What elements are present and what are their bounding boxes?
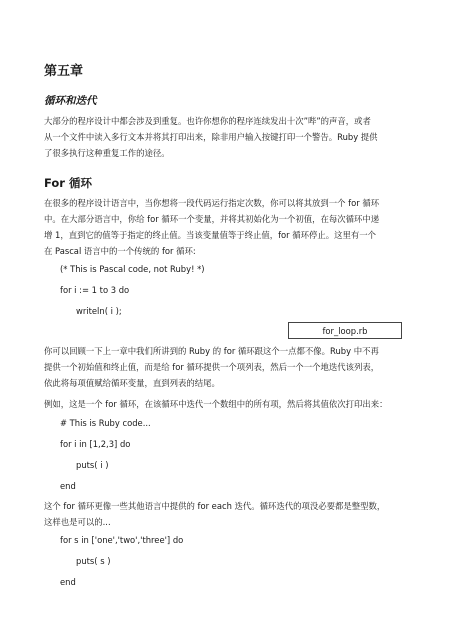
pascal-code-line: for i := 1 to 3 do — [60, 285, 130, 295]
ruby-for-line: 提供一个初始值和终止值，而是给 for 循环提供一个项列表，然后一个一个地迭代该列表， — [44, 362, 380, 372]
intro-line: 从一个文件中读入多行文本并将其打印出来，除非用户输入按键打印一个警告。Ruby 提供 — [44, 132, 378, 142]
foreach-line: 这个 for 循环更像一些其他语言中提供的 for each 迭代。循环迭代的项没必要都是整型数， — [44, 501, 386, 511]
intro-line: 了很多执行这种重复工作的途径。 — [44, 148, 170, 158]
for-intro-line: 增 1，直到它的值等于指定的终止值。当该变量值等于终止值，for 循环停止。这里有一个 — [44, 230, 377, 240]
for-intro-paragraph — [44, 195, 414, 259]
for-intro-line: 在 Pascal 语言中的一个传统的 for 循环: — [44, 246, 196, 256]
pascal-code-line: (* This is Pascal code, not Ruby! *) — [60, 264, 205, 274]
ruby-code-line: # This is Ruby code... — [60, 418, 151, 428]
ruby-code2-line: for s in ['one','two','three'] do — [60, 535, 184, 545]
for-intro-line: 在很多的程序设计语言中，当你想将一段代码运行指定次数，你可以将其放到一个 for 循环 — [44, 198, 380, 208]
chapter-title: 第五章 — [44, 64, 84, 79]
pascal-code-line: writeln( i ); — [76, 306, 122, 316]
ruby-code2-line: end — [60, 577, 76, 587]
intro-line: 大部分的程序设计中都会涉及到重复。也许你想你的程序连续发出十次”哔”的声音，或者 — [44, 116, 371, 126]
file-name-label: for_loop.rb — [288, 322, 402, 339]
example-line: 例如，这是一个 for 循环，在该循环中迭代一个数组中的所有项，然后将其值依次打印出来： — [44, 399, 388, 409]
ruby-code2-line: puts( s ) — [76, 556, 111, 566]
section-title: 循环和迭代 — [44, 95, 97, 107]
ruby-for-paragraph — [44, 343, 414, 391]
for-loop-heading: For 循环 — [44, 176, 92, 190]
foreach-line: 这样也是可以的... — [44, 517, 111, 527]
ruby-for-line: 你可以回顾一下上一章中我们所讲到的 Ruby 的 for 循环跟这个一点都不像。Ruby 中不再 — [44, 346, 379, 356]
example-paragraph — [44, 396, 414, 412]
ruby-code-line: puts( i ) — [76, 460, 109, 470]
ruby-for-line: 依此将每项值赋给循环变量，直到列表的结尾。 — [44, 378, 220, 388]
ruby-code-line: end — [60, 481, 76, 491]
intro-paragraph — [44, 113, 414, 161]
for-intro-line: 中。在大部分语言中，你给 for 循环一个变量，并将其初始化为一个初值，在每次循环中递 — [44, 214, 380, 224]
foreach-paragraph — [44, 498, 414, 530]
ruby-code-line: for i in [1,2,3] do — [60, 439, 131, 449]
